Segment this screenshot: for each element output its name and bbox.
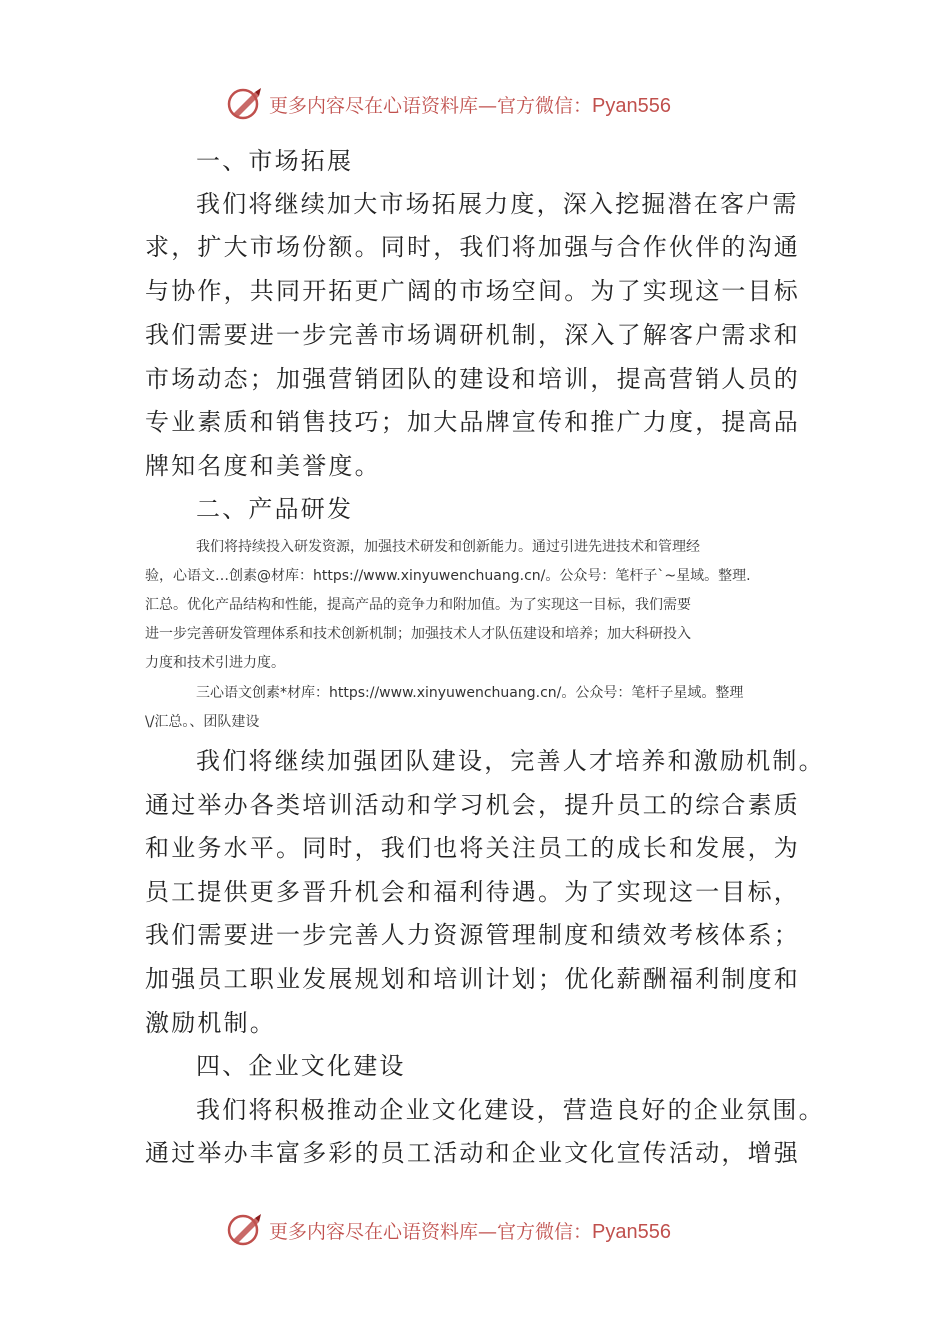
small-paragraph-line: 进一步完善研发管理体系和技术创新机制；加强技术人才队伍建设和培养；加大科研投入: [145, 626, 691, 642]
pen-logo-icon: [225, 1210, 265, 1250]
paragraph-line: 专业素质和销售技巧；加大品牌宣传和推广力度，提高品: [145, 408, 800, 436]
paragraph-line: 员工提供更多晋升机会和福利待遇。为了实现这一目标，: [145, 878, 800, 906]
watermark-line: \/汇总。、团队建设: [145, 714, 260, 730]
paragraph-line: 我们需要进一步完善市场调研机制，深入了解客户需求和: [145, 321, 800, 349]
paragraph-line: 我们将积极推动企业文化建设，营造良好的企业氛围。: [196, 1096, 825, 1124]
paragraph-line: 通过举办各类培训活动和学习机会，提升员工的综合素质: [145, 791, 800, 819]
paragraph-line: 我们需要进一步完善人力资源管理制度和绩效考核体系；: [145, 921, 800, 949]
paragraph-line: 我们将继续加大市场拓展力度，深入挖掘潜在客户需: [196, 190, 799, 218]
header-banner: [225, 84, 745, 124]
paragraph-line: 和业务水平。同时，我们也将关注员工的成长和发展，为: [145, 834, 800, 862]
footer-banner: [225, 1210, 745, 1250]
small-paragraph-line: 力度和技术引进力度。: [145, 655, 285, 671]
paragraph-line: 牌知名度和美誉度。: [145, 452, 381, 480]
section-heading-rd: 二、产品研发: [196, 495, 354, 523]
small-paragraph-line: 我们将持续投入研发资源，加强技术研发和创新能力。通过引进先进技术和管理经: [196, 539, 700, 555]
small-paragraph-line: 验，心语文…创素@材库：https://www.xinyuwenchuang.cn/。公众号：笔杆子`~星域。整理.: [145, 568, 751, 584]
paragraph-line: 激励机制。: [145, 1009, 276, 1037]
small-paragraph-line: 汇总。优化产品结构和性能，提高产品的竞争力和附加值。为了实现这一目标，我们需要: [145, 597, 691, 613]
paragraph-line: 加强员工职业发展规划和培训计划；优化薪酬福利制度和: [145, 965, 800, 993]
paragraph-line: 与协作，共同开拓更广阔的市场空间。为了实现这一目标: [145, 277, 800, 305]
watermark-line: 三心语文创素*材库：https://www.xinyuwenchuang.cn/。公众号：笔杆子星域。整理: [196, 685, 744, 701]
paragraph-line: 市场动态；加强营销团队的建设和培训，提高营销人员的: [145, 365, 800, 393]
paragraph-line: 我们将继续加强团队建设，完善人才培养和激励机制。: [196, 747, 825, 775]
paragraph-line: 通过举办丰富多彩的员工活动和企业文化宣传活动，增强: [145, 1139, 800, 1167]
section-heading-market: 一、市场拓展: [196, 147, 354, 175]
paragraph-line: 求，扩大市场份额。同时，我们将加强与合作伙伴的沟通: [145, 233, 800, 261]
banner-text: 更多内容尽在心语资料库—官方微信：Pyan556: [269, 1220, 671, 1243]
pen-logo-icon: [225, 84, 265, 124]
section-heading-culture: 四、企业文化建设: [196, 1052, 406, 1080]
banner-text: 更多内容尽在心语资料库—官方微信：Pyan556: [269, 94, 671, 117]
